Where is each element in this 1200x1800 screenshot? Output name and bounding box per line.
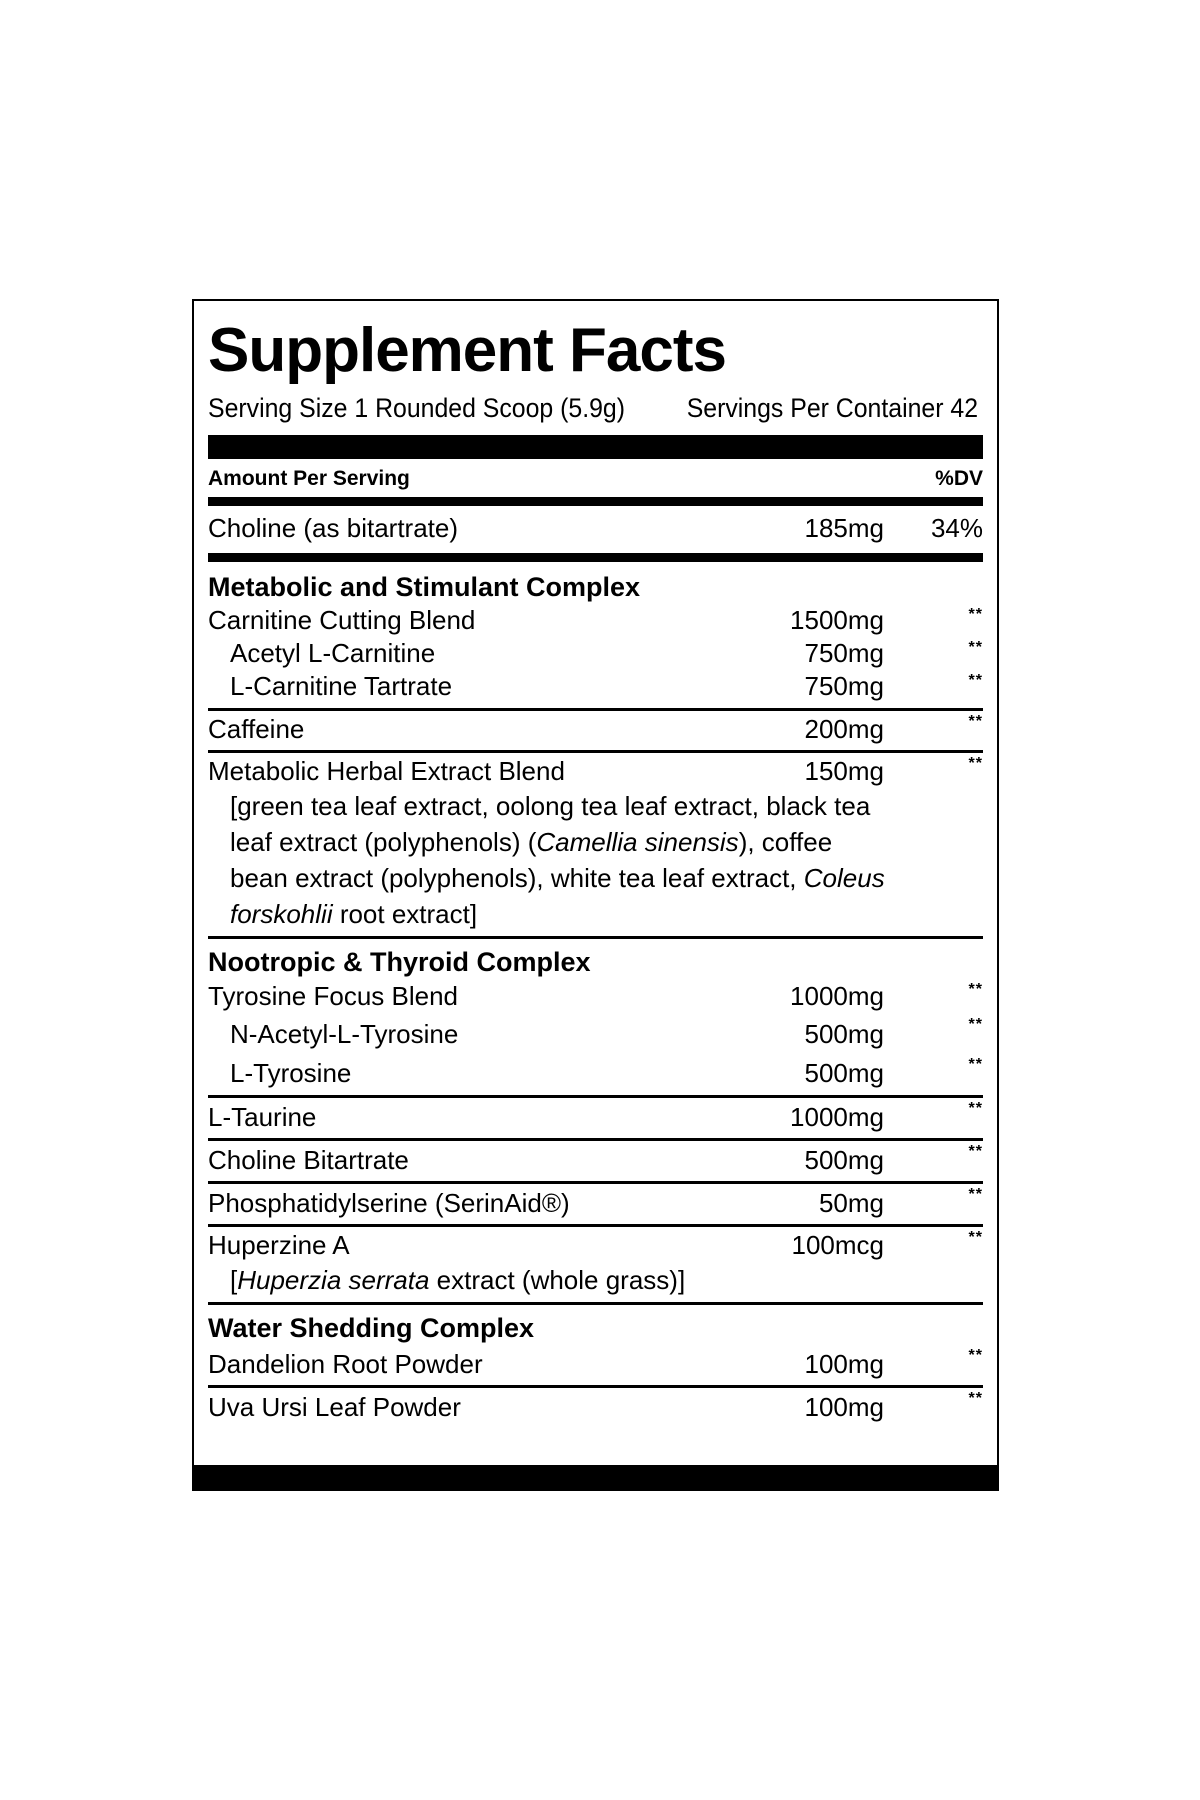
nutrient-row-choline (208, 510, 983, 547)
ingredient-amount: 1000mg (790, 1102, 884, 1132)
ingredient-amount: 100mcg (791, 1230, 884, 1260)
header-divider (208, 497, 983, 506)
ingredient-row (208, 1184, 983, 1224)
panel-title: Supplement Facts (208, 316, 726, 385)
ingredient-amount: 100mg (804, 1392, 884, 1422)
ingredient-amount: 750mg (804, 638, 884, 668)
dv-not-established: ** (968, 1056, 983, 1073)
section-divider (208, 553, 983, 562)
ingredient-description: [green tea leaf extract, oolong tea leaf extract, black tea leaf extract (polyphenols) (Camellia sinensis), coffee bean extract (polyphenols), white tea leaf extract, Coleus forskohlii root extract] (230, 791, 885, 929)
supplement-facts-panel (192, 299, 999, 1491)
ingredient-row (208, 1014, 983, 1054)
dv-not-established: ** (968, 713, 983, 730)
ingredient-name: Metabolic Herbal Extract Blend (208, 756, 565, 786)
ingredient-row (208, 1141, 983, 1181)
ingredient-amount: 500mg (804, 1019, 884, 1049)
ingredient-row (208, 711, 983, 748)
serving-size: Serving Size 1 Rounded Scoop (5.9g) (208, 393, 626, 423)
ingredient-name: Carnitine Cutting Blend (208, 605, 476, 635)
ingredient-amount: 500mg (804, 1145, 884, 1175)
ingredient-name: L-Tyrosine (230, 1058, 352, 1088)
ingredient-row (208, 979, 983, 1014)
nutrient-dv: 34% (930, 513, 983, 543)
amount-per-serving-label: Amount Per Serving (208, 467, 410, 490)
ingredient-row (208, 604, 983, 637)
ingredient-amount: 750mg (804, 671, 884, 701)
dv-not-established: ** (968, 672, 983, 689)
ingredient-amount: 1000mg (790, 981, 884, 1011)
ingredient-name: Dandelion Root Powder (208, 1349, 483, 1379)
ingredient-name: Huperzine A (208, 1230, 350, 1260)
ingredient-amount: 200mg (804, 714, 884, 744)
ingredient-name: L-Taurine (208, 1102, 317, 1132)
ingredient-amount: 500mg (804, 1058, 884, 1088)
nutrient-amount: 185mg (804, 513, 884, 543)
section-divider (208, 936, 983, 939)
ingredient-amount: 1500mg (790, 605, 884, 635)
ingredient-name: Caffeine (208, 714, 305, 744)
section-title-nootropic: Nootropic & Thyroid Complex (208, 947, 591, 977)
section-divider (208, 1302, 983, 1305)
dv-not-established: ** (968, 639, 983, 656)
ingredient-row (208, 670, 983, 703)
servings-per-container: Servings Per Container 42 (686, 393, 979, 423)
section-title-metabolic: Metabolic and Stimulant Complex (208, 572, 641, 602)
ingredient-name: Tyrosine Focus Blend (208, 981, 459, 1011)
dv-not-established: ** (968, 1016, 983, 1033)
dv-not-established: ** (968, 1347, 983, 1364)
ingredient-name: L-Carnitine Tartrate (230, 671, 453, 701)
header-divider-thick (208, 435, 983, 459)
section-title-water: Water Shedding Complex (208, 1313, 535, 1343)
dv-not-established: ** (968, 606, 983, 623)
column-header (208, 459, 983, 497)
ingredient-row (208, 1345, 983, 1385)
ingredient-amount: 50mg (818, 1188, 884, 1218)
dv-not-established: ** (968, 1390, 983, 1407)
dv-label: %DV (935, 467, 983, 490)
dv-not-established: ** (968, 1100, 983, 1117)
ingredient-name: N-Acetyl-L-Tyrosine (230, 1019, 459, 1049)
ingredient-row (208, 1054, 983, 1092)
ingredient-row (208, 1098, 983, 1138)
ingredient-row (208, 1227, 983, 1264)
ingredient-name: Choline Bitartrate (208, 1145, 409, 1175)
dv-not-established: ** (968, 981, 983, 998)
nutrient-name: Choline (as bitartrate) (208, 513, 458, 543)
serving-info (208, 391, 978, 425)
dv-not-established: ** (968, 1186, 983, 1203)
ingredient-name: Acetyl L-Carnitine (230, 638, 436, 668)
ingredient-row (208, 753, 983, 790)
dv-not-established: ** (968, 1143, 983, 1160)
ingredient-row (208, 1388, 983, 1428)
ingredient-amount: 100mg (804, 1349, 884, 1379)
ingredient-name: Phosphatidylserine (SerinAid®) (208, 1188, 570, 1218)
ingredient-description: [Huperzia serrata extract (whole grass)] (230, 1265, 686, 1295)
ingredient-row (208, 637, 983, 670)
dv-not-established: ** (968, 755, 983, 772)
ingredient-name: Uva Ursi Leaf Powder (208, 1392, 461, 1422)
ingredient-amount: 150mg (804, 756, 884, 786)
dv-not-established: ** (968, 1229, 983, 1246)
